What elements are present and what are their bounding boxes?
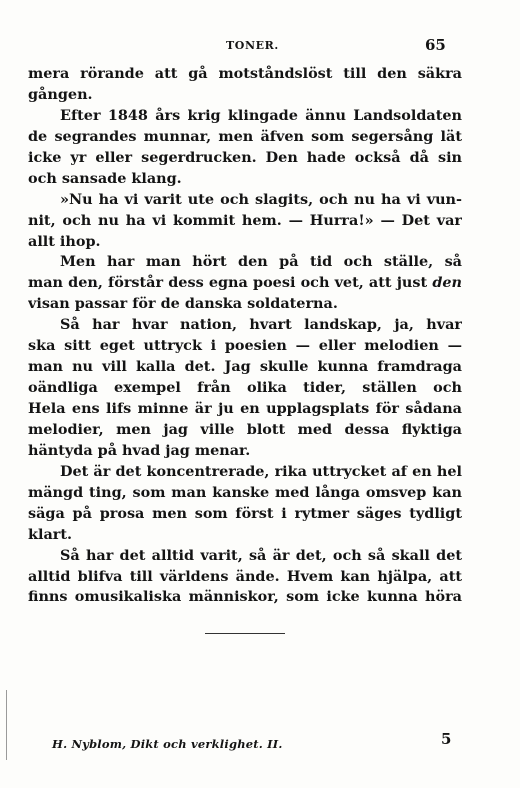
text-line-content: Så har hvar nation, hvart landskap, ja, hvar [60, 316, 462, 334]
text-line-content: mera rörande att gå motståndslöst till den säkra [28, 65, 462, 82]
text-line-content: säga på prosa men som först i rytmer säges tydligt [28, 504, 462, 522]
text-line [28, 504, 462, 525]
text-line-content: gången. [28, 85, 93, 103]
text-line [28, 525, 462, 546]
text-line-content: häntyda på hvad jag menar. [28, 441, 251, 459]
text-line [28, 232, 462, 253]
text-line [28, 64, 462, 85]
text-line-content: allt ihop. [28, 232, 101, 250]
text-line [28, 567, 462, 588]
text-line [28, 252, 462, 273]
running-head [0, 36, 520, 56]
text-line [28, 336, 462, 357]
italic-word: den [432, 274, 462, 292]
text-line-content: ska sitt eget uttryck i poesien — eller melodien — [28, 337, 462, 355]
page-footer [0, 730, 520, 754]
text-line-content: man den, förstår dess egna poesi och vet, att just [28, 274, 428, 292]
text-line [28, 420, 462, 441]
text-line-content: Hela ens lifs minne är ju en upplagsplats för sådana [28, 400, 462, 417]
section-divider [205, 633, 285, 634]
text-line [28, 441, 462, 462]
text-line [28, 294, 462, 315]
text-line [28, 127, 462, 148]
text-line [28, 273, 462, 294]
text-line-content: oändliga exempel från olika tider, ställen och [28, 379, 462, 397]
text-line [28, 546, 462, 567]
text-line-content: man nu vill kalla det. Jag skulle kunna framdraga [28, 358, 462, 376]
body-text [28, 64, 462, 608]
text-line [28, 169, 462, 190]
text-line-content: icke yr eller segerdrucken. Den hade också då sin [28, 148, 462, 166]
text-line [28, 483, 462, 504]
text-line-content: och sansade klang. [28, 169, 182, 187]
text-line-content: mängd ting, som man kanske med långa omsvep kan [28, 483, 462, 501]
running-title: TONER. [226, 39, 279, 52]
text-line-content: visan passar för de danska soldaterna. [28, 295, 338, 313]
text-line-content: klart. [28, 525, 73, 543]
page-number: 65 [425, 36, 446, 54]
text-line-content: nit, och nu ha vi kommit hem. — Hurra!» — Det var [28, 211, 462, 229]
text-line-content: »Nu ha vi varit ute och slagits, och nu ha vi vun- [60, 190, 462, 208]
text-line [28, 148, 462, 169]
text-line [28, 190, 462, 211]
text-line [28, 106, 462, 127]
text-line-content: finns omusikaliska människor, som icke kunna höra [28, 588, 462, 606]
text-line-content: Efter 1848 års krig klingade ännu Landsoldaten [60, 106, 462, 124]
text-line-content: de segrandes munnar, men äfven som segersång lät [28, 127, 462, 145]
text-line [28, 462, 462, 483]
text-line [28, 211, 462, 232]
text-line [28, 399, 462, 420]
text-line [28, 315, 462, 336]
text-line [28, 85, 462, 106]
text-line-content: alltid blifva till världens ände. Hvem kan hjälpa, att [28, 567, 462, 585]
text-line-content: melodier, men jag ville blott med dessa flyktiga [28, 420, 462, 438]
signature-line: H. Nyblom, Dikt och verklighet. II. [52, 737, 283, 751]
text-line [28, 587, 462, 608]
text-line-content: Men har man hört den på tid och ställe, så [60, 253, 462, 271]
text-line-content: Det är det koncentrerade, rika uttrycket af en hel [60, 462, 462, 480]
text-line [28, 357, 462, 378]
text-line-content: Så har det alltid varit, så är det, och så skall det [60, 546, 462, 564]
signature-mark: 5 [441, 730, 452, 748]
text-line [28, 378, 462, 399]
